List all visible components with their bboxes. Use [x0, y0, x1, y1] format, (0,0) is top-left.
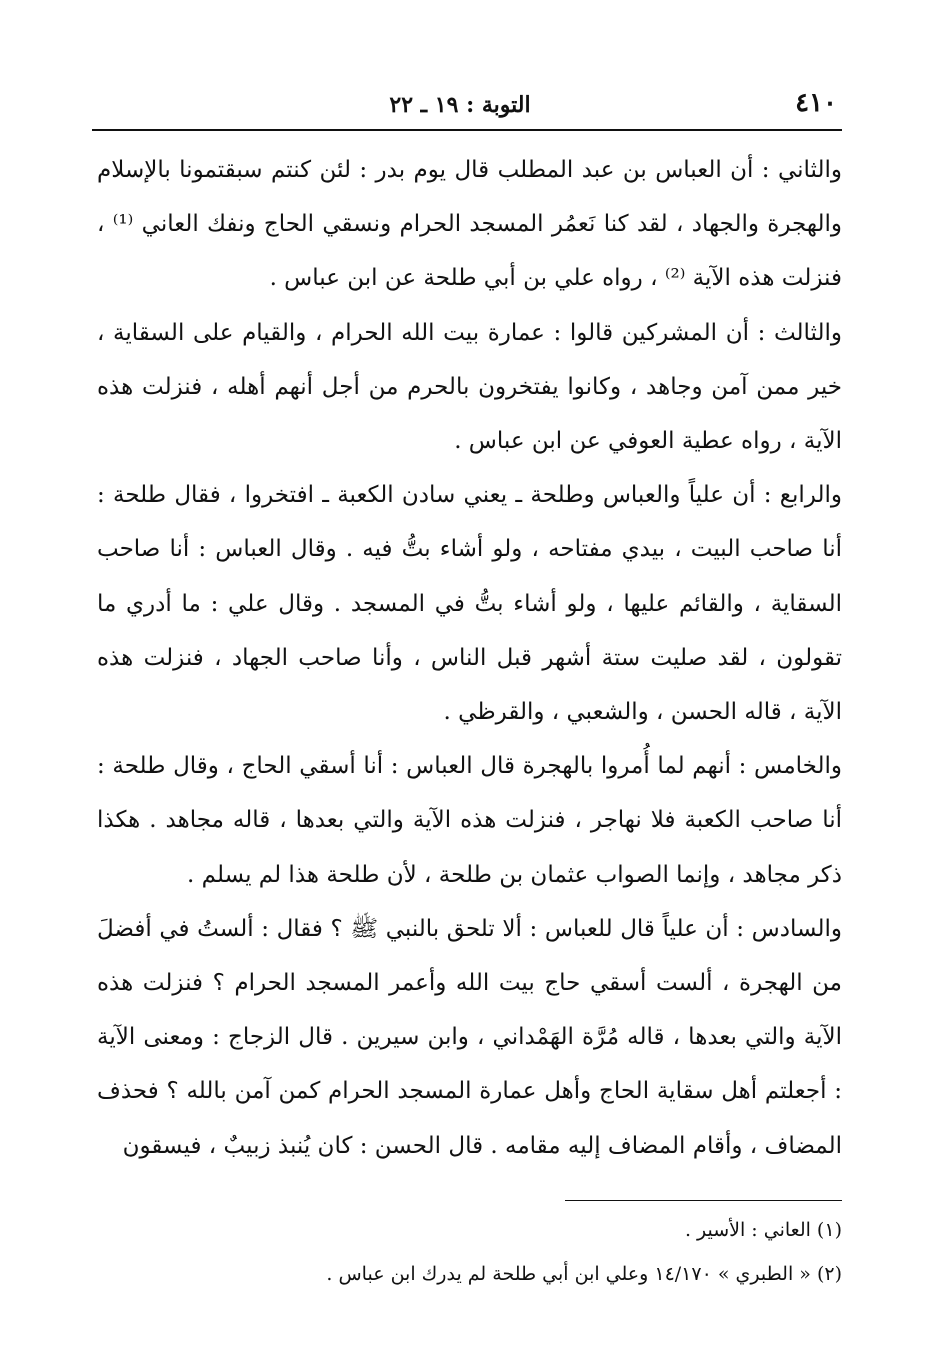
paragraph-fifth-report: والخامس : أنهم لما أُمروا بالهجرة قال العباس : أنا أسقي الحاج ، وقال طلحة : أنا صاحب الكعبة فلا نهاجر ، فنزلت هذه الآية والتي بعدها ، قاله مجاهد . هكذا ذكر مجاهد ، وإنما الصواب عثمان بن طلحة ، لأن طلحة هذا لم يسلم .	[97, 753, 842, 888]
footnote-2: (٢) « الطبري » ١٤/١٧٠ وعلي ابن أبي طلحة لم يدرك ابن عباس .	[326, 1263, 842, 1285]
footnotes	[97, 1208, 842, 1296]
header-rule	[92, 129, 842, 131]
running-head: التوبة : ١٩ ـ ٢٢	[389, 92, 531, 118]
footnote-rule	[565, 1200, 842, 1201]
page-number: ٤١٠	[795, 88, 837, 118]
footnote-1: (١) العاني : الأسير .	[684, 1219, 842, 1241]
paragraph-second-report: والثاني : أن العباس بن عبد المطلب قال يوم بدر : لئن كنتم سبقتمونا بالإسلام والهجرة والجهاد ، لقد كنا نَعمُر المسجد الحرام ونسقي الحاج ونفك العاني ⁽¹⁾ ، فنزلت هذه الآية ⁽²⁾ ، رواه علي بن أبي طلحة عن ابن عباس .	[97, 157, 843, 292]
paragraph-fourth-report: والرابع : أن علياً والعباس وطلحة ـ يعني سادن الكعبة ـ افتخروا ، فقال طلحة : أنا صاحب البيت ، بيدي مفتاحه ، ولو أشاء بتُّ فيه . وقال العباس : أنا صاحب السقاية ، والقائم عليها ، ولو أشاء بتُّ في المسجد . وقال علي : ما أدري ما تقولون ، لقد صليت ستة أشهر قبل الناس ، وأنا صاحب الجهاد ، فنزلت هذه الآية ، قاله الحسن ، والشعبي ، والقرظي .	[97, 482, 842, 726]
paragraph-sixth-report: والسادس : أن علياً قال للعباس : ألا تلحق بالنبي ﷺ ؟ فقال : ألستُ في أفضلَ من الهجرة ، ألست أسقي حاج بيت الله وأعمر المسجد الحرام ؟ فنزلت هذه الآية والتي بعدها ، قاله مُرَّة الهَمْداني ، وابن سيرين . قال الزجاج : ومعنى الآية : أجعلتم أهل سقاية الحاج وأهل عمارة المسجد الحرام كمن آمن بالله ؟ فحذف المضاف ، وأقام المضاف إليه مقامه . قال الحسن : كان يُنبذ زبيبٌ ، فيسقون	[97, 915, 842, 1159]
body-text	[97, 143, 842, 1173]
paragraph-third-report: والثالث : أن المشركين قالوا : عمارة بيت الله الحرام ، والقيام على السقاية ، خير ممن آمن وجاهد ، وكانوا يفتخرون بالحرم من أجل أنهم أهله ، فنزلت هذه الآية ، رواه عطية العوفي عن ابن عباس .	[97, 319, 842, 455]
